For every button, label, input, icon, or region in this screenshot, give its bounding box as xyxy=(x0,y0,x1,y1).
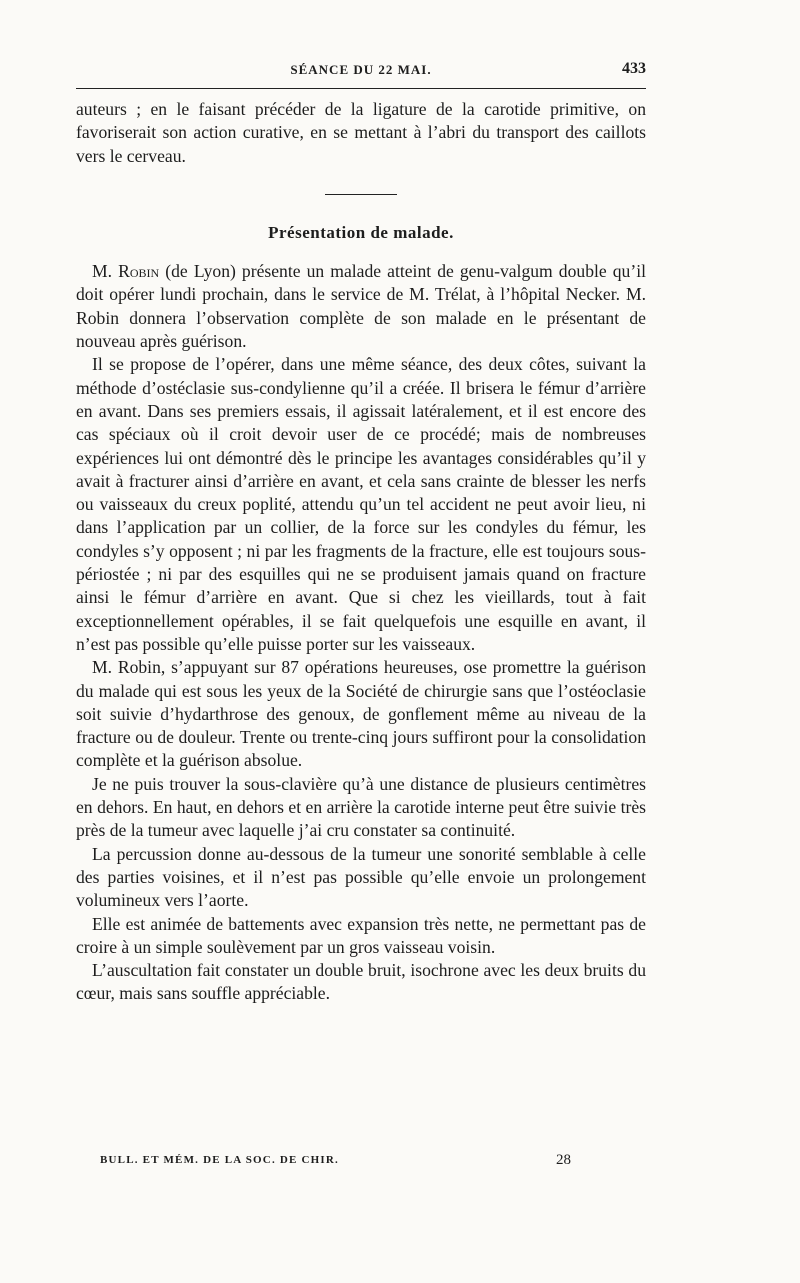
paragraph-8: L’auscultation fait constater un double bruit, isochrone avec les deux bruits du cœur, mais sans souffle appréciable. xyxy=(76,960,646,1004)
signature-line: BULL. ET MÉM. DE LA SOC. DE CHIR. xyxy=(100,1154,339,1166)
body-text xyxy=(76,98,646,1006)
paragraph-3: Il se propose de l’opérer, dans une même séance, des deux côtes, suivant la méthode d’ostéclasie sus-condylienne qu’il a créée. Il brisera le fémur d’arrière en avant. Dans ses premiers essais, il agissait latéralement, et il est encore des cas spéciaux où il croit devoir user de ce procédé; mais de nombreuses expériences lui ont démontré dès le principe les avantages considérables qu’il y avait à fracturer ainsi d’arrière en avant, et cela sans crainte de blesser les nerfs ou vaisseaux du creux poplité, attendu qu’un tel accident ne peut avoir lieu, ni dans l’application par un collier, de la force sur les condyles du fémur, les condyles s’y opposent ; ni par les fragments de la fracture, elle est toujours sous-périostée ; ni par des esquilles qui ne se produisent jamais quand on fracture ainsi le fémur d’arrière en avant. Que si chez les vieillards, tout à fait exceptionnellement opérables, il se fait quelquefois une esquille en avant, il n’est pas possible qu’elle puisse porter sur les vaisseaux. xyxy=(76,354,646,654)
paragraph-2-prefix: M. xyxy=(92,261,119,282)
running-title: SÉANCE DU 22 MAI. xyxy=(290,62,432,77)
paragraph-6: La percussion donne au-dessous de la tumeur une sonorité semblable à celle des parties voisines, et il n’est pas possible qu’elle envoie un prolongement volumineux vers l’aorte. xyxy=(76,843,646,911)
header-rule xyxy=(76,88,646,89)
paragraph-4: M. Robin, s’appuyant sur 87 opérations heureuses, ose promettre la guérison du malade qui est sous les yeux de la Société de chirurgie sans que l’ostéoclasie soit suivie d’hydarthrose des genoux, de gonflement même au niveau de la fracture ou de douleur. Trente ou trente-cinq jours suffiront pour la consolidation complète et la guérison absolue. xyxy=(76,657,646,771)
paragraph-1: auteurs ; en le faisant précéder de la ligature de la carotide primitive, on favoriserait son action curative, en se mettant à l’abri du transport des caillots vers le cerveau. xyxy=(76,99,646,166)
paragraph-2-rest: (de Lyon) présente un malade atteint de genu-valgum double qu’il doit opérer lundi prochain, dans le service de M. Trélat, à l’hôpital Necker. M. Robin donnera l’observation complète de son malade en le présentant de nouveau après guérison. xyxy=(76,261,646,352)
signature-number: 28 xyxy=(556,1152,571,1168)
author-name: Robin xyxy=(118,261,160,282)
section-separator xyxy=(325,194,397,195)
footer xyxy=(100,1154,620,1174)
running-head xyxy=(76,60,646,82)
paragraph-7: Elle est animée de battements avec expansion très nette, ne permettant pas de croire à un simple soulèvement par un gros vaisseau voisin. xyxy=(76,913,646,957)
paragraph-5: Je ne puis trouver la sous-clavière qu’à une distance de plusieurs centimètres en dehors. En haut, en dehors et en arrière la carotide interne peut être suivie très près de la tumeur avec laquelle j’ai cru constater sa continuité. xyxy=(76,773,646,841)
paragraph-2 xyxy=(76,260,646,353)
section-title: Présentation de malade. xyxy=(268,222,454,242)
page-number: 433 xyxy=(622,60,646,77)
